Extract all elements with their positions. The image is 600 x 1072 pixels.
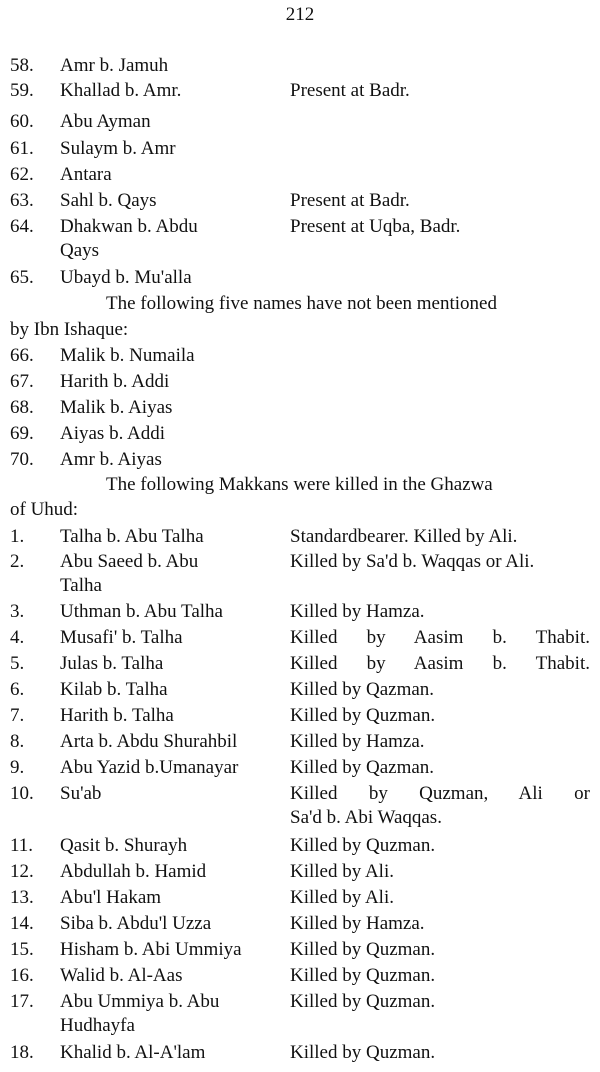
entry-name: Kilab b. Talha <box>60 679 168 700</box>
entry-number: 58. <box>10 55 34 76</box>
entry-number: 3. <box>10 601 25 622</box>
entry-number: 7. <box>10 705 25 726</box>
entry-number: 16. <box>10 965 34 986</box>
entry-note: Killed by Aasim b. Thabit. <box>290 653 590 674</box>
entry-name: Abu Ummiya b. Abu Hudhayfa <box>60 991 220 1036</box>
entry-number: 2. <box>10 551 25 572</box>
entry-name: Su'ab <box>60 783 102 804</box>
entry-number: 10. <box>10 783 34 804</box>
entry-number: 1. <box>10 526 25 547</box>
entry-number: 13. <box>10 887 34 908</box>
entry-name: Ubayd b. Mu'alla <box>60 267 192 288</box>
entry-name: Amr b. Jamuh <box>60 55 169 76</box>
entry-note: Killed by Quzman. <box>290 1042 436 1063</box>
entry-number: 68. <box>10 397 34 418</box>
entry-number: 12. <box>10 861 34 882</box>
entry-name: Dhakwan b. Abdu Qays <box>60 216 198 261</box>
entry-name: Abu Yazid b.Umanayar <box>60 757 239 778</box>
entry-note: Killed by Qazman. <box>290 757 435 778</box>
entry-note: Killed by Quzman. <box>290 835 436 856</box>
entry-number: 14. <box>10 913 34 934</box>
entry-number: 8. <box>10 731 25 752</box>
entry-number: 70. <box>10 449 34 470</box>
entry-note: Killed by Hamza. <box>290 913 425 934</box>
entry-name: Abu'l Hakam <box>60 887 162 908</box>
page-number: 212 <box>285 4 315 25</box>
entry-number: 64. <box>10 216 34 237</box>
entry-number: 59. <box>10 80 34 101</box>
paragraph-line: The following five names have not been mentioned <box>106 293 497 314</box>
entry-name: Sahl b. Qays <box>60 190 157 211</box>
entry-note: Killed by Quzman, Ali or <box>290 783 590 804</box>
entry-number: 6. <box>10 679 25 700</box>
entry-name: Harith b. Addi <box>60 371 170 392</box>
entry-name: Khalid b. Al-A'lam <box>60 1042 206 1063</box>
entry-name: Talha b. Abu Talha <box>60 526 204 547</box>
entry-name: Walid b. Al-Aas <box>60 965 183 986</box>
entry-number: 18. <box>10 1042 34 1063</box>
entry-name: Arta b. Abdu Shurahbil <box>60 731 238 752</box>
entry-name: Uthman b. Abu Talha <box>60 601 223 622</box>
paragraph-line: of Uhud: <box>10 499 79 520</box>
entry-note: Killed by Quzman. <box>290 705 436 726</box>
entry-number: 11. <box>10 835 34 856</box>
entry-number: 15. <box>10 939 34 960</box>
entry-note: Killed by Sa'd b. Waqqas or Ali. <box>290 551 535 572</box>
entry-number: 61. <box>10 138 34 159</box>
entry-name: Malik b. Numaila <box>60 345 195 366</box>
entry-note: Killed by Hamza. <box>290 601 425 622</box>
entry-name: Qasit b. Shurayh <box>60 835 188 856</box>
entry-note: Killed by Quzman. <box>290 965 436 986</box>
entry-name: Julas b. Talha <box>60 653 164 674</box>
entry-note: Present at Badr. <box>290 80 410 101</box>
entry-name: Siba b. Abdu'l Uzza <box>60 913 212 934</box>
entry-note: Present at Badr. <box>290 190 410 211</box>
entry-note: Killed by Ali. <box>290 887 394 908</box>
entry-name: Abdullah b. Hamid <box>60 861 207 882</box>
entry-number: 67. <box>10 371 34 392</box>
entry-name: Hisham b. Abi Ummiya <box>60 939 242 960</box>
paragraph-line: The following Makkans were killed in the Ghazwa <box>106 474 493 495</box>
entry-note: Killed by Hamza. <box>290 731 425 752</box>
entry-note: Killed by Quzman. <box>290 939 436 960</box>
entry-note: Standardbearer. Killed by Ali. <box>290 526 518 547</box>
entry-name: Harith b. Talha <box>60 705 174 726</box>
entry-note: Sa'd b. Abi Waqqas. <box>290 807 442 828</box>
paragraph-line: by Ibn Ishaque: <box>10 319 129 340</box>
entry-name: Khallad b. Amr. <box>60 80 182 101</box>
entry-number: 63. <box>10 190 34 211</box>
entry-number: 62. <box>10 164 34 185</box>
entry-name: Musafi' b. Talha <box>60 627 183 648</box>
entry-number: 69. <box>10 423 34 444</box>
entry-name: Amr b. Aiyas <box>60 449 162 470</box>
entry-name: Aiyas b. Addi <box>60 423 166 444</box>
entry-note: Killed by Quzman. <box>290 991 436 1012</box>
entry-number: 60. <box>10 111 34 132</box>
entry-note: Killed by Aasim b. Thabit. <box>290 627 590 648</box>
entry-number: 4. <box>10 627 25 648</box>
entry-name: Antara <box>60 164 112 185</box>
entry-name: Sulaym b. Amr <box>60 138 176 159</box>
entry-number: 9. <box>10 757 25 778</box>
entry-name: Malik b. Aiyas <box>60 397 173 418</box>
entry-note: Present at Uqba, Badr. <box>290 216 461 237</box>
entry-name: Abu Ayman <box>60 111 151 132</box>
entry-note: Killed by Qazman. <box>290 679 435 700</box>
entry-note: Killed by Ali. <box>290 861 394 882</box>
entry-number: 5. <box>10 653 25 674</box>
entry-number: 66. <box>10 345 34 366</box>
entry-number: 65. <box>10 267 34 288</box>
entry-number: 17. <box>10 991 34 1012</box>
entry-name: Abu Saeed b. Abu Talha <box>60 551 199 596</box>
